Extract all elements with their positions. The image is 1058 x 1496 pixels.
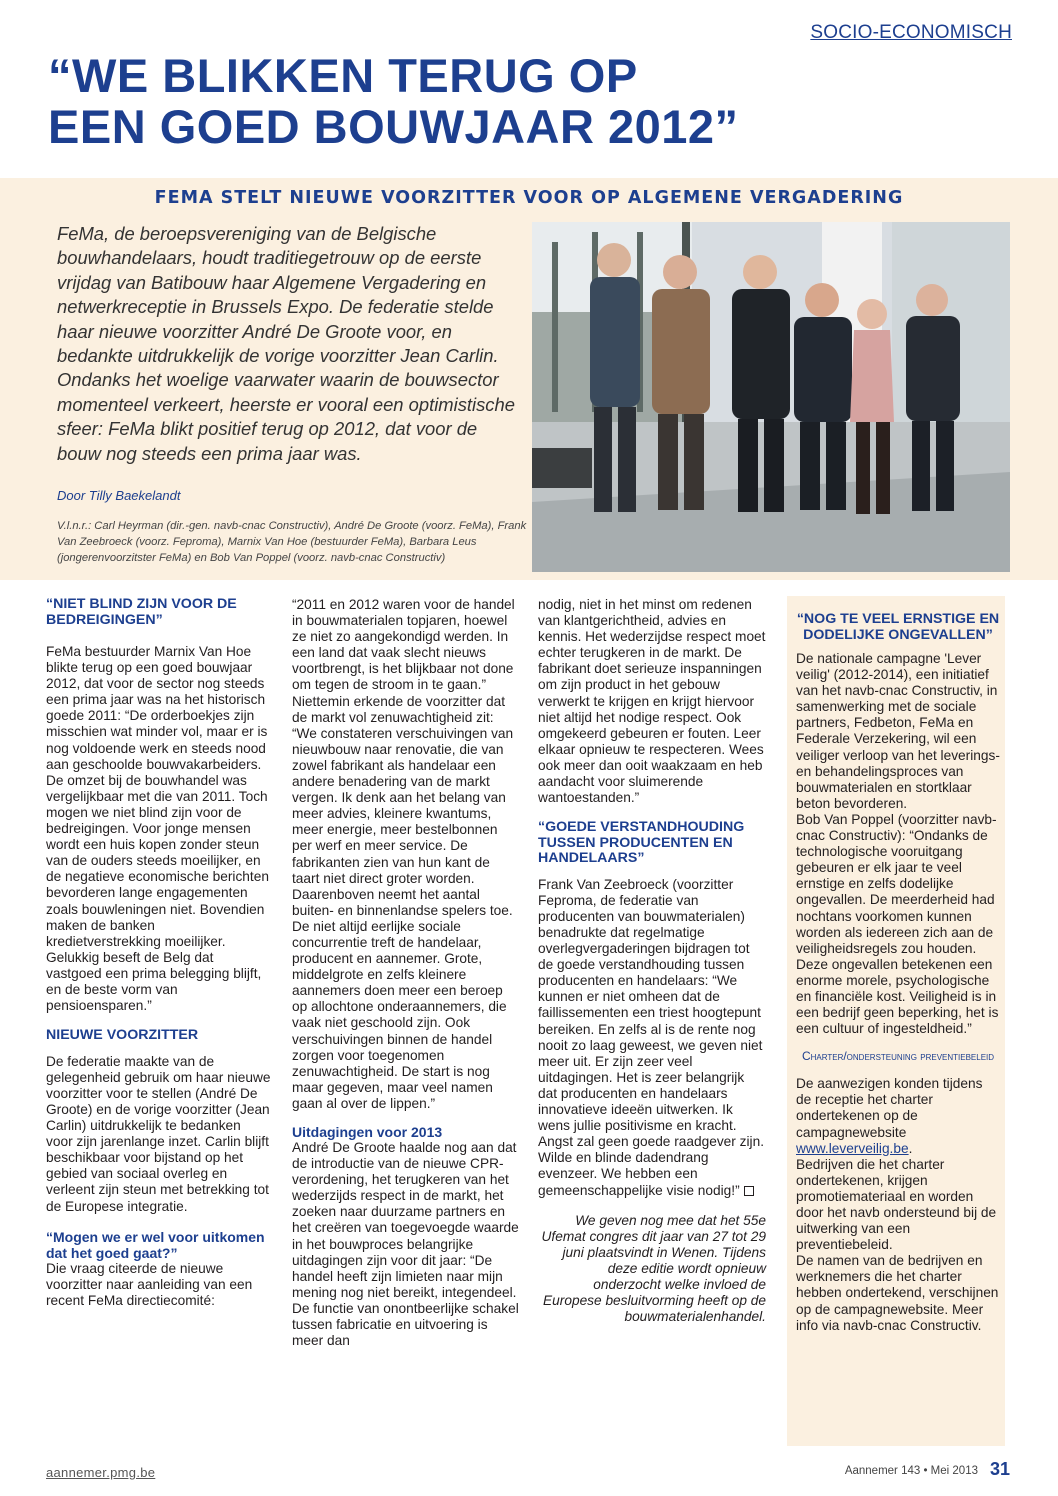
sidebar-paragraph-5: De namen van de bedrijven en werknemers die het charter hebben ondertekend, verschijnen op de campagnewebsite. Meer info via navb-cnac Constructiv. <box>796 1253 999 1333</box>
sidebar-subheading: Charter/ondersteuning preventiebeleid <box>801 1049 995 1064</box>
footer-website-link[interactable]: aannemer.pmg.be <box>46 1465 156 1480</box>
column-2-paragraph-3: André De Groote haalde nog aan dat de introductie van de nieuwe CPR-verordening, het terugkeren van het wederzijds respect in de markt, het zoeken naar duurzame partners en het creëren van toegevoegde waarde in het bouwproces belangrijke uitdagingen zijn voor dit jaar: “De handel heeft zijn limieten naar mijn mening nog niet bereikt, integendeel. De functie van onontbeerlijke schakel tussen fabricatie en uitvoering is meer dan <box>292 1140 519 1349</box>
column-3-paragraph-1: nodig, niet in het minst om redenen van klantgerichtheid, advies en kennis. Het wederzijdse respect moet echter terugkeren in de markt. De fabrikant doet serieuze inspanningen om zijn product in het gebouw verwerkt te krijgen en krijgt hiervoor niet altijd het nodige respect. Ook omgekeerd gebeuren er fouten. Leer elkaar opnieuw te respecteren. Wees ook meer dan ooit waakzaam en heb aandacht voor sluimerende wantoestanden.” <box>538 597 766 806</box>
column-2-paragraph-1: “2011 en 2012 waren voor de handel in bouwmaterialen topjaren, hoewel ze niet zo aangekondigd werden. In een land dat vaak slecht nieuws voortbrengt, is het blijkbaar not done om tegen de stroom in te gaan.” <box>292 597 515 693</box>
group-photo <box>532 222 1010 572</box>
footer-issue: Aannemer 143 • Mei 2013 <box>844 1465 978 1477</box>
lead-paragraph: FeMa, de beroepsvereniging van de Belgische bouwhandelaars, houdt traditiegetrouw op de eerste vrijdag van Batibouw haar Algemene Vergadering en netwerkreceptie in Brussels Expo. De federatie stelde haar nieuwe voorzitter André De Groote voor, en bedankte uitdrukkelijk de vorige voorzitter Jean Carlin. Ondanks het woelige vaarwater waarin de bouwsector momenteel verkeert, heerste er vooral een optimistische sfeer: FeMa blikt positief terug op 2012, dat voor de bouw nog steeds een prima jaar was. <box>57 223 515 464</box>
closing-note: We geven nog mee dat het 55e Ufemat congres dit jaar van 27 tot 29 juni plaatsvindt in Wenen. Tijdens deze editie wordt opnieuw onderzocht welke invloed de Europese besluitvorming heeft op de bouwmaterialenhandel. <box>541 1212 766 1325</box>
article-headline <box>48 50 739 152</box>
photo-caption: V.l.n.r.: Carl Heyrman (dir.-gen. navb-cnac Constructiv), André De Groote (voorz. FeMa), Frank Van Zeebroeck (voorz. Feproma), Marnix Van Hoe (bestuurder FeMa), Barbara Leus (jongerenvoorzitster FeMa) en Bob Van Poppel (voorz. navb-cnac Constructiv) <box>57 520 527 564</box>
column-1-paragraph-1: FeMa bestuurder Marnix Van Hoe blikte terug op een goed bouwjaar 2012, dat voor de sector nog steeds een prima jaar was na het historisch goede 2011: “De orderboekjes zijn misschien wat minder vol, maar er is nog voldoende werk en steeds nood aan geschoolde bouwvakarbeiders. De omzet bij de bouwhandel was vergelijkbaar met die van 2011. Toch mogen we niet blind zijn voor de bedreigingen. Voor jonge mensen wordt een huis kopen zonder steun van de ouders steeds moeilijker, en de negatieve economische berichten bevorderen lange engagementen zoals bouwleningen niet. Bovendien maken de banken kredietverstrekking moeilijker. Gelukkig beseft de Belg dat vastgoed een prima belegging blijft, en de beste vorm van pensioensparen.” <box>46 644 269 1014</box>
page-number: 31 <box>989 1459 1010 1479</box>
column-1-heading-2: NIEUWE VOORZITTER <box>46 1027 199 1044</box>
author-byline: Door Tilly Baekelandt <box>57 488 181 503</box>
column-3-paragraph-2-text: Frank Van Zeebroeck (voorzitter Feproma, de federatie van producenten van bouwmaterialen) benadrukte dat regelmatige overlegvergaderingen bijdragen tot de goede verstandhouding tussen producenten en handelaars: “We kunnen er niet omheen dat de faillissementen een triest hoogtepunt bereiken. En zelfs al is de rente nog nooit zo laag geweest, we geven niet meer uit. Er zijn zeer veel uitdagingen. Het is zeer belangrijk dat producenten en handelaars innovatieve ideeën uitwerken. Ik wens jullie positivisme en kracht. Angst zal geen goede raadgever zijn. Wilde en blinde dadendrang evenzeer. We hebben een gemeenschappelijke visie nodig!” <box>538 876 764 1198</box>
column-1 <box>46 597 271 1309</box>
campaign-website-link[interactable]: www.leverveilig.be <box>796 1140 909 1156</box>
column-1-paragraph-3: Die vraag citeerde de nieuwe voorzitter naar aanleiding van een recent FeMa directiecomité: <box>46 1260 253 1308</box>
section-label: SOCIO-ECONOMISCH <box>810 22 1012 43</box>
sidebar-paragraph-3: De aanwezigen konden tijdens de receptie het charter ondertekenen op de campagnewebsite www.leverveilig.be. <box>796 1076 983 1156</box>
sidebar-heading: “NOG TE VEEL ERNSTIGE EN DODELIJKE ONGEVALLEN” <box>796 611 1000 643</box>
sidebar-paragraph-1: De nationale campagne 'Lever veilig' (2012-2014), een initiatief van het navb-cnac Constructiv, in samenwerking met de sociale partners, Fedbeton, FeMa en Federale Verzekering, wil een veiliger verloop van het leverings- en behandelingsproces van bouwmaterialen en stortklaar beton bevorderen. <box>796 651 1000 811</box>
sidebar-paragraph-4: Bedrijven die het charter ondertekenen, krijgen promotiemateriaal en worden door het navb ondersteund bij de uitwerking van een preventiebeleid. <box>796 1156 997 1253</box>
column-2-paragraph-2: Niettemin erkende de voorzitter dat de markt vol zenuwachtigheid zit: “We constateren verschuivingen van nieuwbouw naar renovatie, die van zowel fabrikant als handelaar een andere benadering van de markt vergen. Ik denk aan het belang van meer advies, kleinere kwantums, meer energie, meer bestelbonnen per werf en meer service. De fabrikanten zien van hun kant de taart niet direct groter worden. Daarenboven neemt het aantal buiten- en binnenlandse spelers toe. De niet altijd eerlijke sociale concurrentie treft de handelaar, producent en aannemer. Grote, middelgrote en zelfs kleinere aannemers doen meer een beroep op allochtone onderaannemers, die vaak niet geschoold zijn. Ook verschuivingen binnen de handel zorgen voor toegenomen zenuwachtigheid. De start is nog maar gegeven, maar veel namen gaan al over de lippen.” <box>292 693 514 1111</box>
subheadline: FEMA STELT NIEUWE VOORZITTER VOOR OP ALGEMENE VERGADERING <box>154 188 904 208</box>
column-3-heading-1: “GOEDE VERSTANDHOUDING TUSSEN PRODUCENTEN EN HANDELAARS” <box>538 819 745 867</box>
column-3 <box>538 597 766 1325</box>
headline-line-2: EEN GOED BOUWJAAR 2012” <box>48 100 739 153</box>
sidebar-paragraph-3-text: De aanwezigen konden tijdens de receptie het charter ondertekenen op de campagnewebsite <box>796 1076 983 1140</box>
column-2 <box>292 597 520 1349</box>
sidebar-column <box>796 612 1000 1334</box>
column-1-paragraph-2: De federatie maakte van de gelegenheid gebruik om haar nieuwe voorzitter voor te stellen (André De Groote) en de vorige voorzitter (Jean Carlin) uitdrukkelijk te bedanken voor zijn jarenlange inzet. Carlin blijft beschikbaar voor bijstand op het gebied van sociaal overleg en verleent zijn steun met betrekking tot de Europese integratie. <box>46 1053 271 1214</box>
column-2-heading-1: Uitdagingen voor 2013 <box>292 1124 443 1140</box>
column-3-paragraph-2 <box>538 877 766 1199</box>
end-mark-icon <box>744 1186 754 1196</box>
column-1-heading-3: “Mogen we er wel voor uitkomen dat het goed gaat?” <box>46 1228 265 1261</box>
headline-line-1: “WE BLIKKEN TERUG OP <box>48 49 638 102</box>
column-1-heading-1: “NIET BLIND ZIJN VOOR DE BEDREIGINGEN” <box>46 596 237 628</box>
sidebar-paragraph-2: Bob Van Poppel (voorzitter navb-cnac Constructiv): “Ondanks de technologische vooruitgang gebeuren er elk jaar te veel ernstige en zelfs dodelijke ongevallen. De meerderheid had nochtans voorkomen kunnen worden als iedereen zich aan de veiligheidsregels zou houden. Deze ongevallen betekenen een enorme morele, psychologische en financiële kost. Veiligheid is in een bedrijf geen beperking, het is een cultuur of ingesteldheid.” <box>796 811 999 1037</box>
